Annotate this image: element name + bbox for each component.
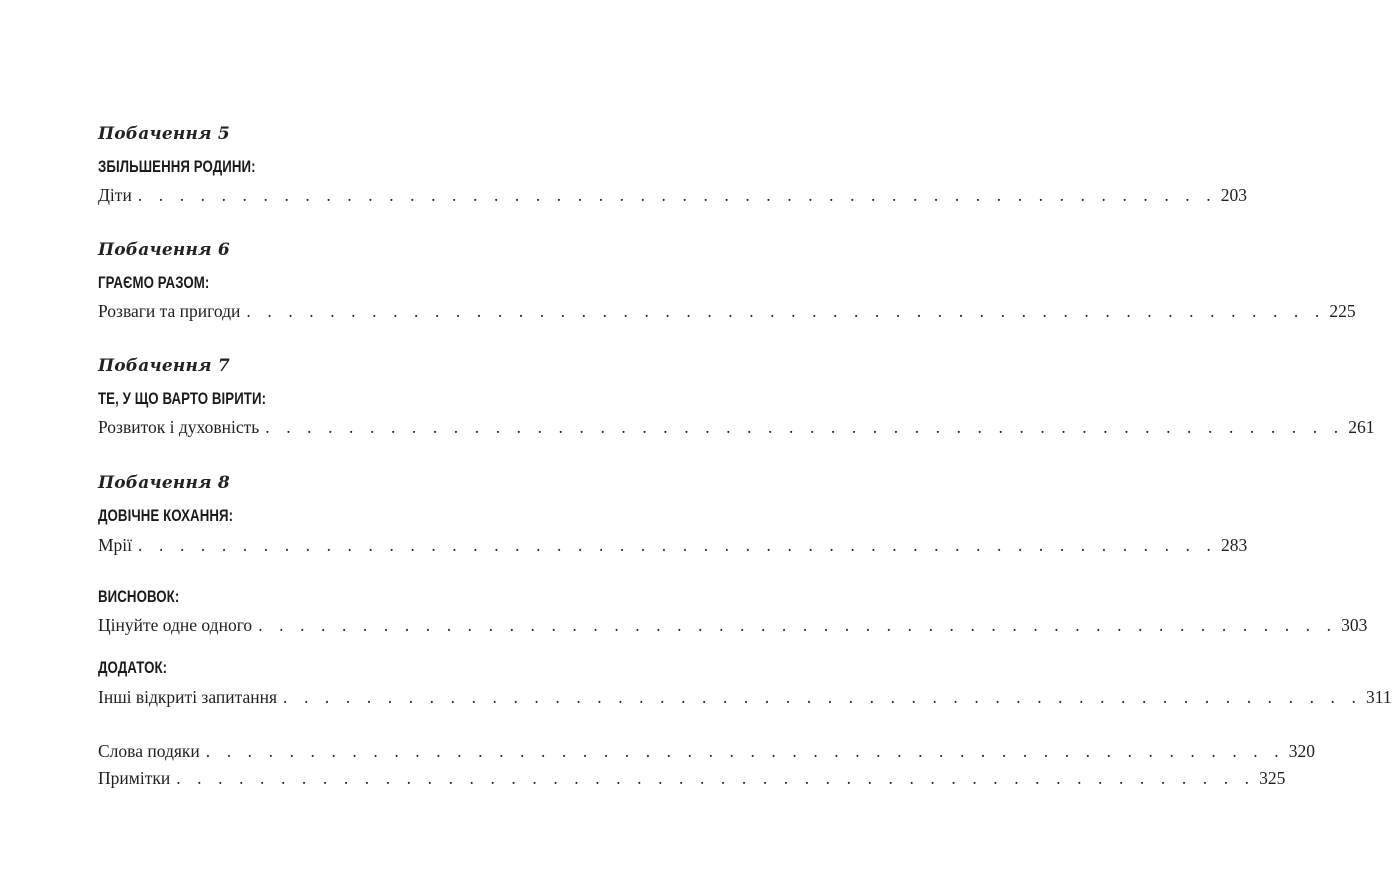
toc-entry[interactable] — [98, 300, 1356, 322]
toc-entry-page: 303 — [1341, 615, 1368, 635]
dot-leader: . . . . . . . . . . . . . . . . . . . . . . . . . . . . . . . . . . . . . . . . . . . . . . . . . . . . — [138, 535, 1217, 555]
toc-entry[interactable] — [98, 740, 1315, 762]
toc-entry[interactable] — [98, 184, 1247, 206]
dot-leader: . . . . . . . . . . . . . . . . . . . . . . . . . . . . . . . . . . . . . . . . . . . . . . . . . . . . — [265, 417, 1345, 437]
toc-entry[interactable] — [98, 416, 1375, 438]
toc-entry-title: Діти — [98, 185, 132, 205]
section-heading: ГРАЄМО РАЗОМ: — [98, 273, 210, 292]
toc-entry-title: Розвиток і духовність — [98, 417, 260, 437]
toc-entry-page: 311 — [1365, 687, 1392, 707]
toc-entry-title: Слова подяки — [98, 741, 200, 761]
toc-entry[interactable] — [98, 686, 1392, 708]
toc-entry[interactable] — [98, 534, 1248, 556]
date-label: Побачення 5 — [98, 124, 230, 144]
toc-entry-title: Примітки — [98, 768, 171, 788]
conclusion-heading: ВИСНОВОК: — [98, 587, 180, 606]
dot-leader: . . . . . . . . . . . . . . . . . . . . . . . . . . . . . . . . . . . . . . . . . . . . . . . . . . . . — [176, 768, 1256, 788]
appendix-heading: ДОДАТОК: — [98, 658, 168, 677]
toc-entry-page: 261 — [1348, 417, 1375, 437]
toc-entry-title: Розваги та пригоди — [98, 301, 241, 321]
section-heading: ТЕ, У ЩО ВАРТО ВІРИТИ: — [98, 389, 267, 408]
dot-leader: . . . . . . . . . . . . . . . . . . . . . . . . . . . . . . . . . . . . . . . . . . . . . . . . . . . . — [283, 687, 1362, 707]
dot-leader: . . . . . . . . . . . . . . . . . . . . . . . . . . . . . . . . . . . . . . . . . . . . . . . . . . . . — [137, 185, 1217, 205]
dot-leader: . . . . . . . . . . . . . . . . . . . . . . . . . . . . . . . . . . . . . . . . . . . . . . . . . . . . — [246, 301, 1326, 321]
toc-entry-title: Цінуйте одне одного — [98, 615, 253, 635]
toc-entry-title: Мрії — [98, 535, 133, 555]
date-label: Побачення 7 — [98, 356, 230, 376]
toc-entry-page: 203 — [1220, 185, 1247, 205]
toc-entry[interactable] — [98, 767, 1286, 789]
toc-entry-page: 325 — [1259, 768, 1286, 788]
section-heading: ЗБІЛЬШЕННЯ РОДИНИ: — [98, 157, 256, 176]
date-label: Побачення 8 — [98, 473, 230, 493]
section-heading: ДОВІЧНЕ КОХАННЯ: — [98, 506, 234, 525]
toc-entry[interactable] — [98, 614, 1368, 636]
dot-leader: . . . . . . . . . . . . . . . . . . . . . . . . . . . . . . . . . . . . . . . . . . . . . . . . . . . . — [258, 615, 1338, 635]
toc-entry-page: 283 — [1220, 535, 1248, 555]
toc-entry-page: 225 — [1329, 301, 1356, 321]
dot-leader: . . . . . . . . . . . . . . . . . . . . . . . . . . . . . . . . . . . . . . . . . . . . . . . . . . . . — [205, 741, 1285, 761]
toc-entry-page: 320 — [1288, 741, 1315, 761]
toc-entry-title: Інші відкриті запитання — [98, 687, 278, 707]
date-label: Побачення 6 — [98, 240, 230, 260]
